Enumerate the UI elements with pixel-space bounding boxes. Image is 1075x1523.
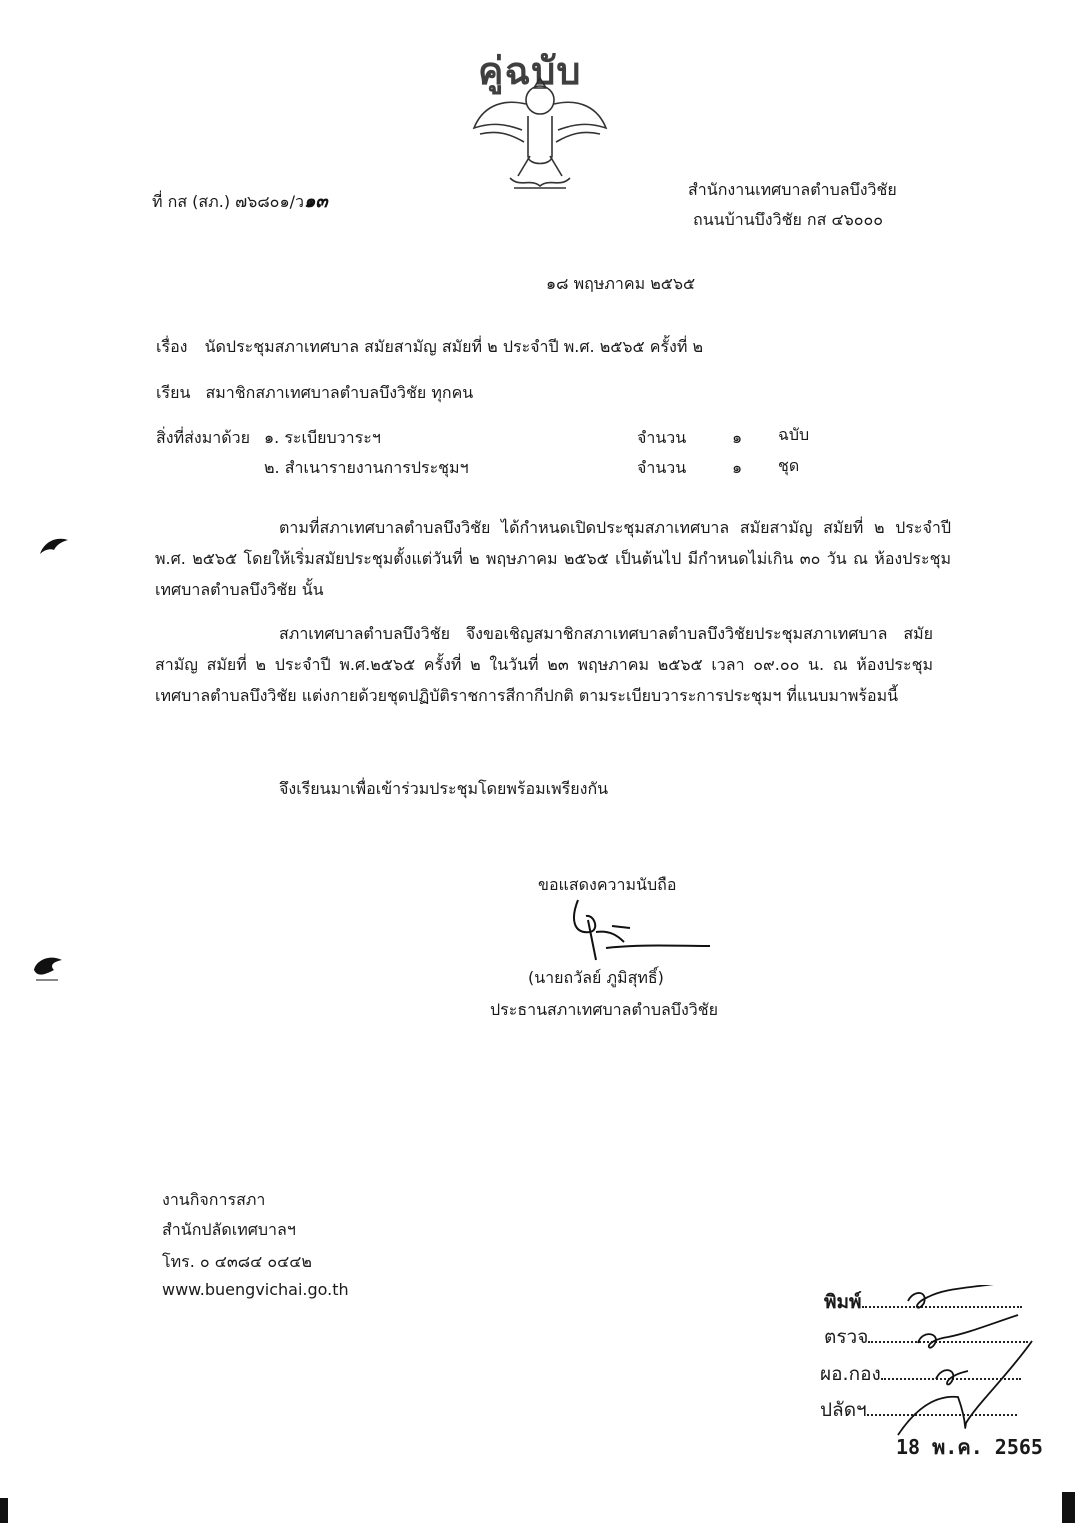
approval-initials: [818, 1285, 1038, 1455]
contact-unit: งานกิจการสภา: [162, 1190, 266, 1209]
approval-row-label: ปลัดฯ: [820, 1399, 867, 1421]
subject-text: นัดประชุมสภาเทศบาล สมัยสามัญ สมัยที่ ๒ ประจำปี พ.ศ. ๒๕๖๕ ครั้งที่ ๒: [204, 337, 704, 356]
scan-mark-icon: [30, 954, 70, 984]
reference-prefix: ที่ กส (สภ.) ๗๖๘๐๑/ว: [152, 192, 304, 211]
scan-mark-icon: [36, 534, 76, 558]
office-name: สำนักงานเทศบาลตำบลบึงวิชัย: [688, 180, 897, 199]
enclosure-unit: ชุด: [778, 456, 800, 475]
signature-mark: [560, 890, 720, 970]
approval-stamp: [818, 1285, 1043, 1465]
approval-row-label: พิมพ์: [824, 1291, 862, 1313]
body-paragraph: จึงเรียนมาเพื่อเข้าร่วมประชุมโดยพร้อมเพรียงกัน: [279, 779, 609, 798]
approval-row-label: ตรวจ: [824, 1326, 869, 1348]
signer-title: ประธานสภาเทศบาลตำบลบึงวิชัย: [490, 1000, 718, 1019]
contact-phone: โทร. ๐ ๔๓๘๔ ๐๔๔๒: [162, 1252, 312, 1271]
enclosure-item: ๑. ระเบียบวาระฯ: [264, 428, 381, 447]
enclosure-qty-label: จำนวน: [637, 428, 687, 447]
enclosure-item: ๒. สำเนารายงานการประชุมฯ: [264, 458, 469, 477]
signer-name: (นายถวัลย์ ภูมิสุทธิ์): [528, 968, 664, 987]
closing-text: ขอแสดงความนับถือ: [538, 875, 677, 894]
approval-date: 18 พ.ค. 2565: [896, 1435, 1043, 1459]
recipient-label: เรียน: [156, 383, 191, 402]
reference-number: [152, 186, 328, 215]
recipient-line: [156, 381, 473, 406]
garuda-emblem: [470, 38, 610, 198]
contact-website: www.buengvichai.go.th: [162, 1280, 349, 1299]
scan-edge: [1062, 1492, 1075, 1523]
body-paragraph: สภาเทศบาลตำบลบึงวิชัย จึงขอเชิญสมาชิกสภาเทศบาลตำบลบึงวิชัยประชุมสภาเทศบาล สมัยสามัญ สมัยที่ ๒ ประจำปี พ.ศ.๒๕๖๕ ครั้งที่ ๒ ในวันที่ ๒๓ พฤษภาคม ๒๕๖๕ เวลา ๐๙.๐๐ น. ณ ห้องประชุมเทศบาลตำบลบึงวิชัย แต่งกายด้วยชุดปฏิบัติราชการสีกากีปกติ ตามระเบียบวาระการประชุมฯ ที่แนบมาพร้อมนี้: [155, 624, 933, 705]
letter-date: ๑๘ พฤษภาคม ๒๕๖๕: [546, 274, 696, 293]
subject-line: [156, 335, 703, 360]
enclosures-label: สิ่งที่ส่งมาด้วย: [156, 428, 250, 447]
enclosure-qty: ๑: [732, 428, 743, 447]
enclosure-unit: ฉบับ: [778, 425, 810, 444]
contact-office: สำนักปลัดเทศบาลฯ: [162, 1220, 296, 1239]
enclosure-qty: ๑: [732, 458, 743, 477]
recipient-text: สมาชิกสภาเทศบาลตำบลบึงวิชัย ทุกคน: [205, 383, 474, 402]
enclosure-qty-label: จำนวน: [637, 458, 687, 477]
subject-label: เรื่อง: [156, 337, 188, 356]
reference-handwritten: ๑๓: [303, 191, 328, 212]
office-address: ถนนบ้านบึงวิชัย กส ๔๖๐๐๐: [693, 210, 884, 229]
approval-row-label: ผอ.กอง: [820, 1363, 881, 1385]
scan-edge: [0, 1498, 8, 1523]
body-paragraph: ตามที่สภาเทศบาลตำบลบึงวิชัย ได้กำหนดเปิดประชุมสภาเทศบาล สมัยสามัญ สมัยที่ ๒ ประจำปี พ.ศ. ๒๕๖๕ โดยให้เริ่มสมัยประชุมตั้งแต่วันที่ ๒ พฤษภาคม ๒๕๖๕ เป็นต้นไป มีกำหนดไม่เกิน ๓๐ วัน ณ ห้องประชุมเทศบาลตำบลบึงวิชัย นั้น: [155, 518, 951, 599]
copy-stamp: คู่ฉบับ: [478, 48, 582, 93]
